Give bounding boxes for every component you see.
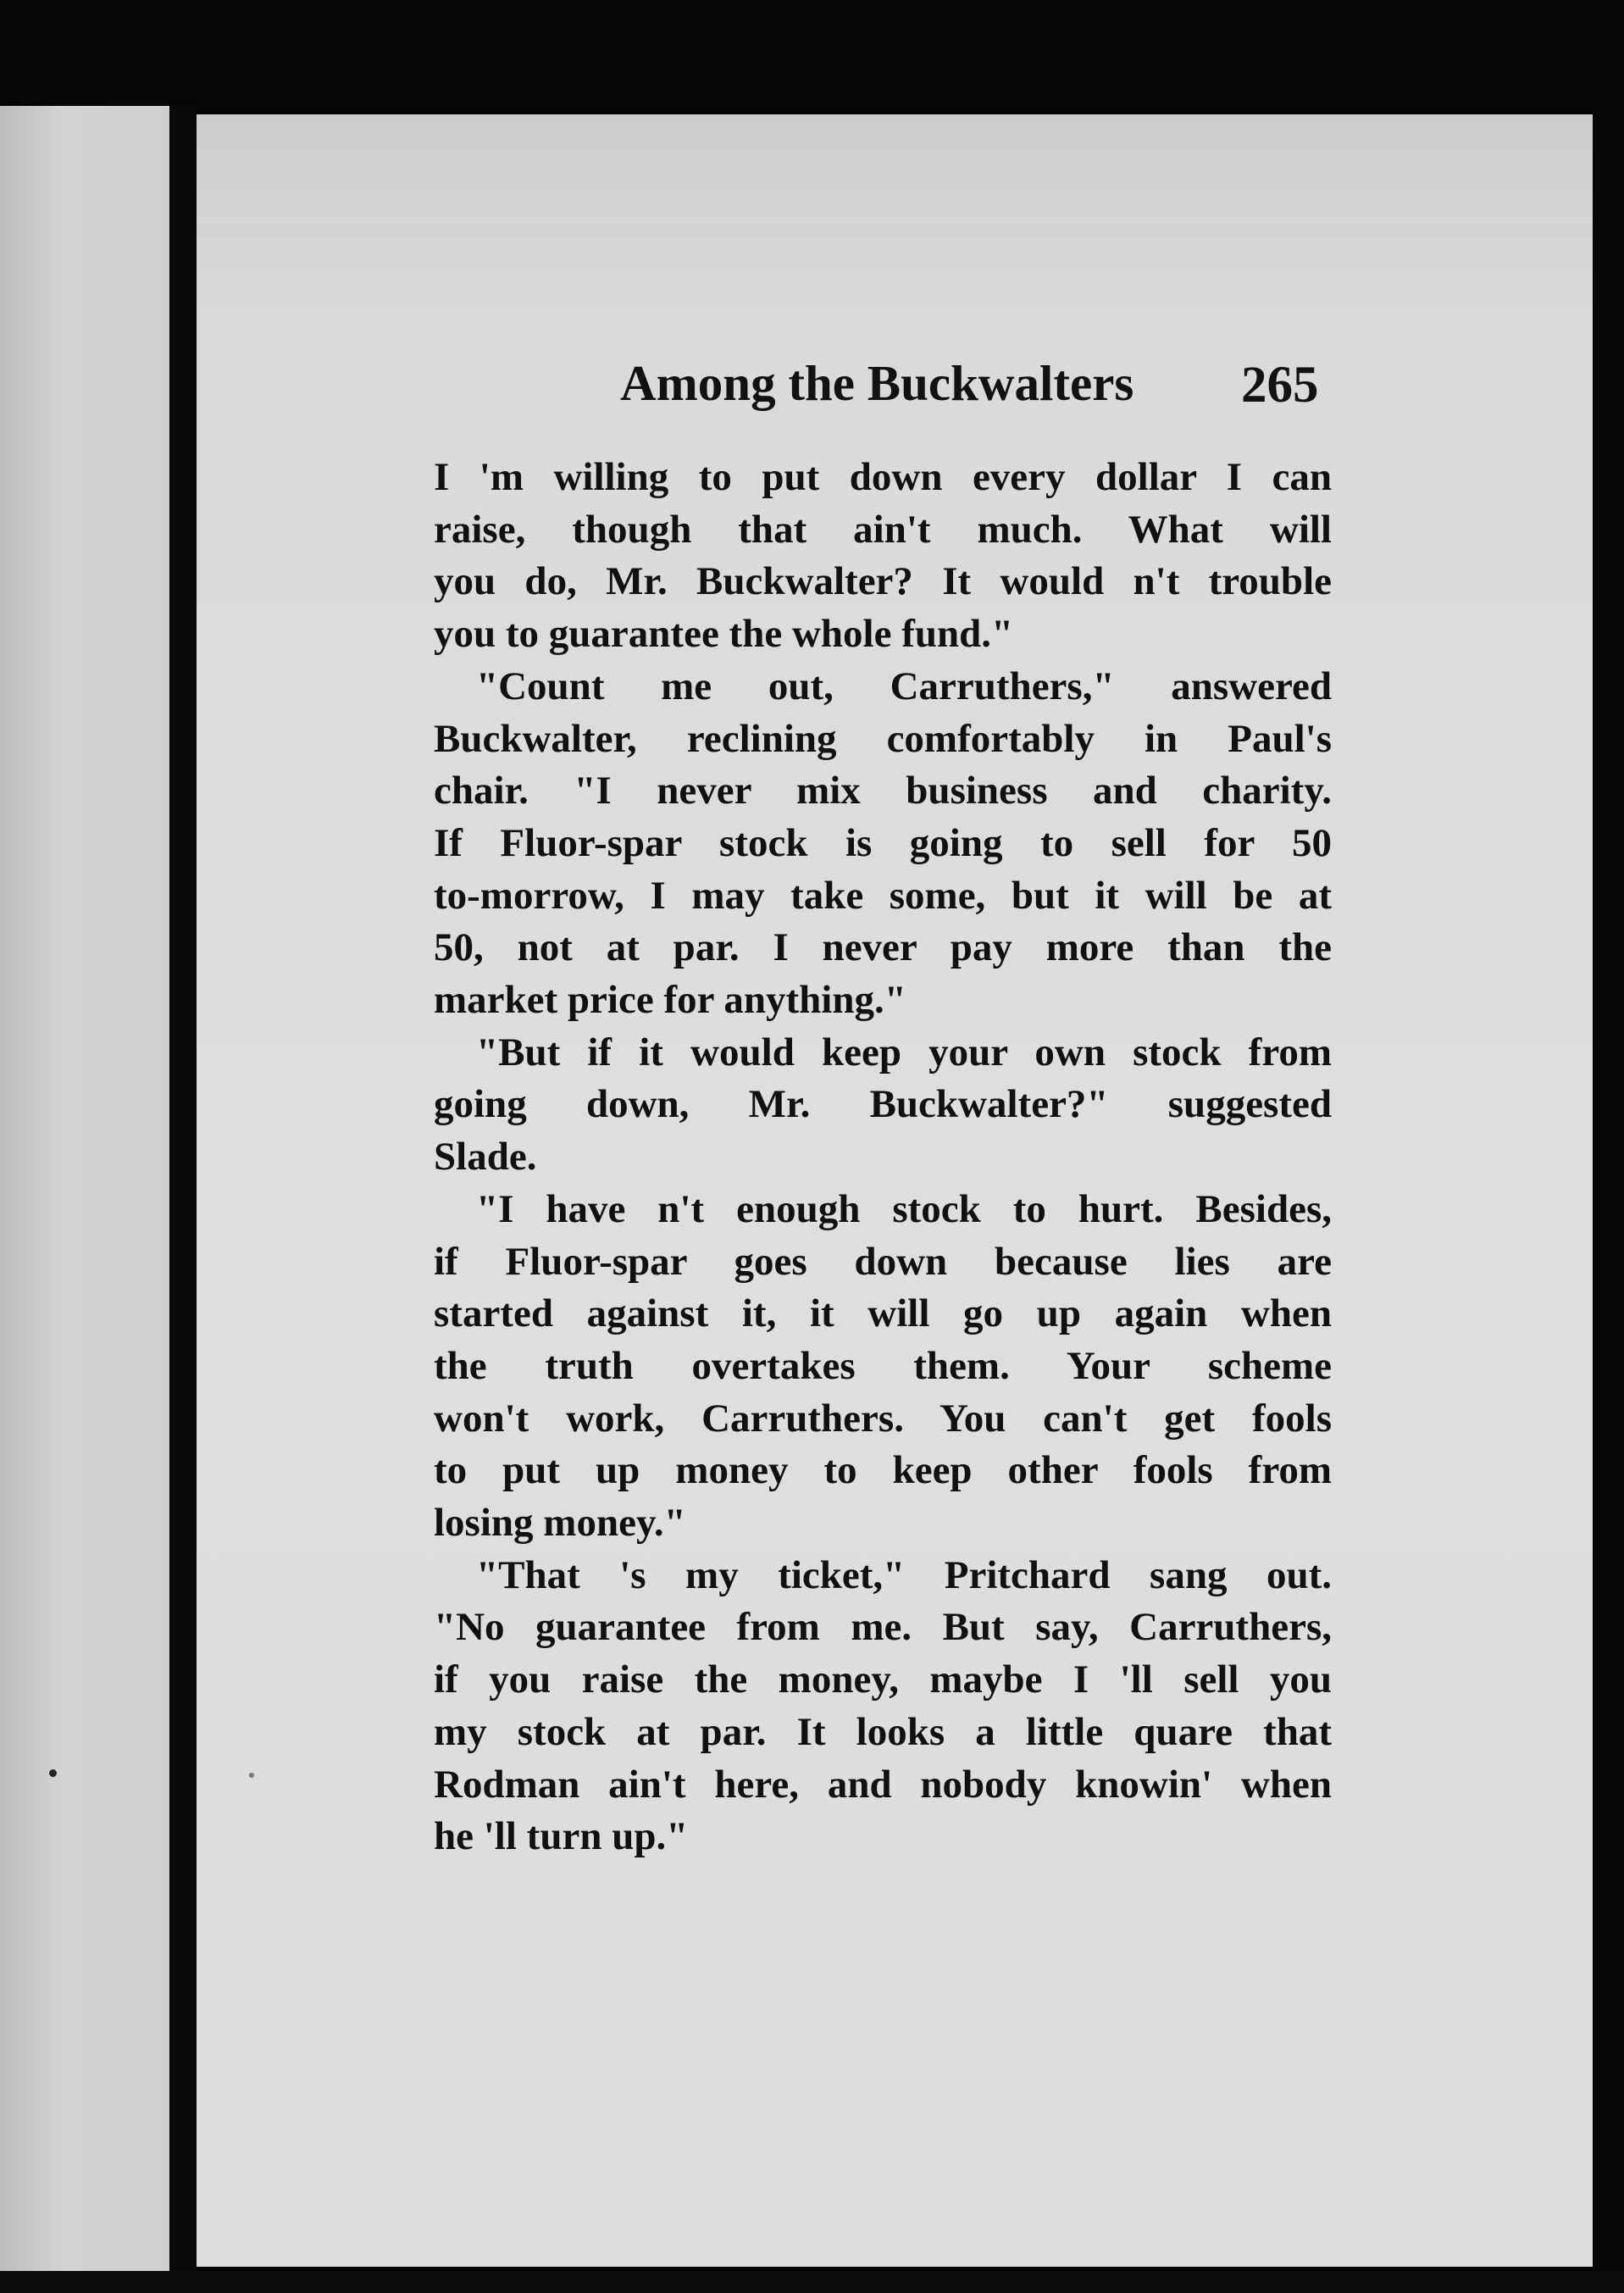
text-line: started against it, it will go up again when xyxy=(434,1291,1332,1336)
page-gutter xyxy=(171,106,197,2275)
body-text xyxy=(434,452,1332,1863)
scan-right-border xyxy=(1593,106,1624,2293)
text-line: if Fluor-spar goes down because lies are xyxy=(434,1239,1332,1284)
text-line: to put up money to keep other fools from xyxy=(434,1448,1332,1493)
text-line: "I have n't enough stock to hurt. Besides, xyxy=(476,1186,1332,1231)
text-line: I 'm willing to put down every dollar I can xyxy=(434,455,1332,499)
scan-bottom-border xyxy=(0,2271,1624,2293)
text-line: he 'll turn up." xyxy=(434,1814,689,1859)
scan-top-border xyxy=(0,0,1624,106)
text-line: "That 's my ticket," Pritchard sang out. xyxy=(476,1552,1332,1597)
text-line: "Count me out, Carruthers," answered xyxy=(476,663,1332,708)
text-line: "No guarantee from me. But say, Carruthers, xyxy=(434,1605,1332,1650)
text-line: raise, though that ain't much. What will xyxy=(434,507,1332,552)
text-line: Buckwalter, reclining comfortably in Paul's xyxy=(434,716,1332,761)
text-line: losing money." xyxy=(434,1501,686,1546)
text-line: my stock at par. It looks a little quare that xyxy=(434,1709,1332,1754)
text-line: market price for anything." xyxy=(434,978,906,1023)
text-line: chair. "I never mix business and charity. xyxy=(434,769,1332,813)
facing-page-edge xyxy=(0,106,169,2275)
text-line: the truth overtakes them. Your scheme xyxy=(434,1343,1332,1388)
page-number: 265 xyxy=(1241,357,1319,414)
text-line: "But if it would keep your own stock from xyxy=(476,1030,1332,1074)
text-line: you to guarantee the whole fund." xyxy=(434,612,1014,657)
text-line: won't work, Carruthers. You can't get fools xyxy=(434,1396,1332,1441)
scan-speck xyxy=(249,1773,254,1778)
running-header xyxy=(610,354,1339,430)
scan-speck xyxy=(49,1769,57,1777)
text-line: Rodman ain't here, and nobody knowin' when xyxy=(434,1762,1332,1807)
text-line: you do, Mr. Buckwalter? It would n't trouble xyxy=(434,559,1332,604)
text-line: If Fluor-spar stock is going to sell for 50 xyxy=(434,820,1332,865)
text-line: 50, not at par. I never pay more than the xyxy=(434,925,1332,970)
text-line: to-morrow, I may take some, but it will be at xyxy=(434,873,1332,918)
text-line: if you raise the money, maybe I 'll sell you xyxy=(434,1657,1332,1702)
running-title: Among the Buckwalters xyxy=(620,355,1134,411)
text-line: going down, Mr. Buckwalter?" suggested xyxy=(434,1082,1332,1127)
text-line: Slade. xyxy=(434,1135,537,1180)
